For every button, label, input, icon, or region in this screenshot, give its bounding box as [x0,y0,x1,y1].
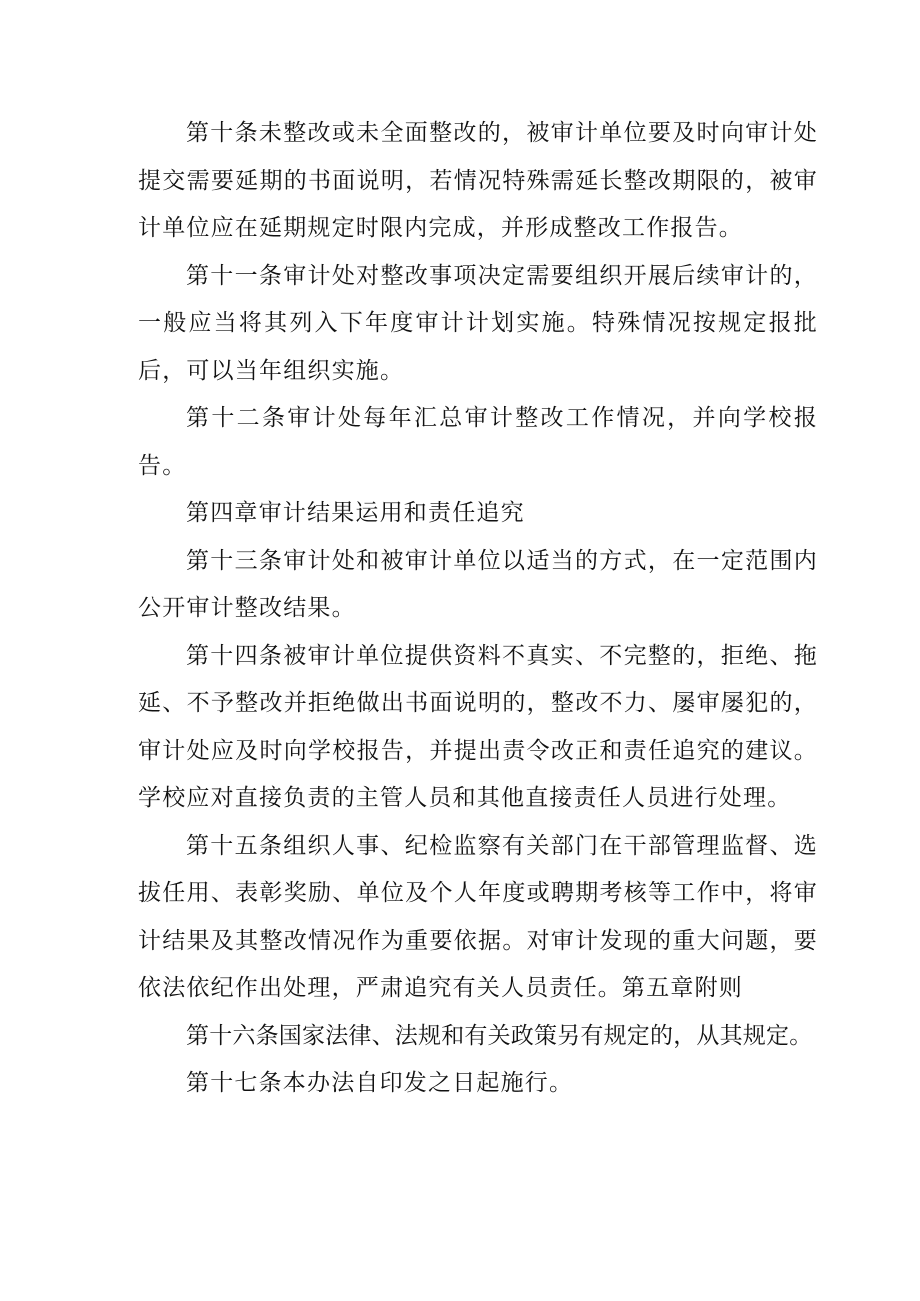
paragraph-article-17: 第十七条本办法自印发之日起施行。 [186,1070,574,1096]
paragraph-article-15: 第十五条组织人事、纪检监察有关部门在干部管理监督、选拔任用、表彰奖励、单位及个人年度或聘期考核等工作中，将审计结果及其整改情况作为重要依据。对审计发现的重大问题，要依法依纪作出处理，严肃追究有关人员责任。第五章附则 [138,832,818,1001]
paragraph-article-11: 第十一条审计处对整改事项决定需要组织开展后续审计的，一般应当将其列入下年度审计计划实施。特殊情况按规定报批后，可以当年组织实施。 [138,262,818,384]
paragraph-article-16: 第十六条国家法律、法规和有关政策另有规定的，从其规定。 [186,1022,813,1049]
paragraph-article-10: 第十条未整改或未全面整改的，被审计单位要及时向审计处提交需要延期的书面说明，若情况特殊需延长整改期限的，被审计单位应在延期规定时限内完成，并形成整改工作报告。 [138,120,818,241]
chapter-4-heading: 第四章审计结果运用和责任追究 [186,500,525,526]
paragraph-article-14: 第十四条被审计单位提供资料不真实、不完整的，拒绝、拖延、不予整改并拒绝做出书面说明的，整改不力、屡审屡犯的，审计处应及时向学校报告，并提出责令改正和责任追究的建议。学校应对直接负责的主管人员和其他直接责任人员进行处理。 [138,642,818,811]
document-body [138,110,818,1108]
paragraph-article-12: 第十二条审计处每年汇总审计整改工作情况，并向学校报告。 [138,405,818,479]
paragraph-article-13: 第十三条审计处和被审计单位以适当的方式，在一定范围内公开审计整改结果。 [138,547,818,621]
